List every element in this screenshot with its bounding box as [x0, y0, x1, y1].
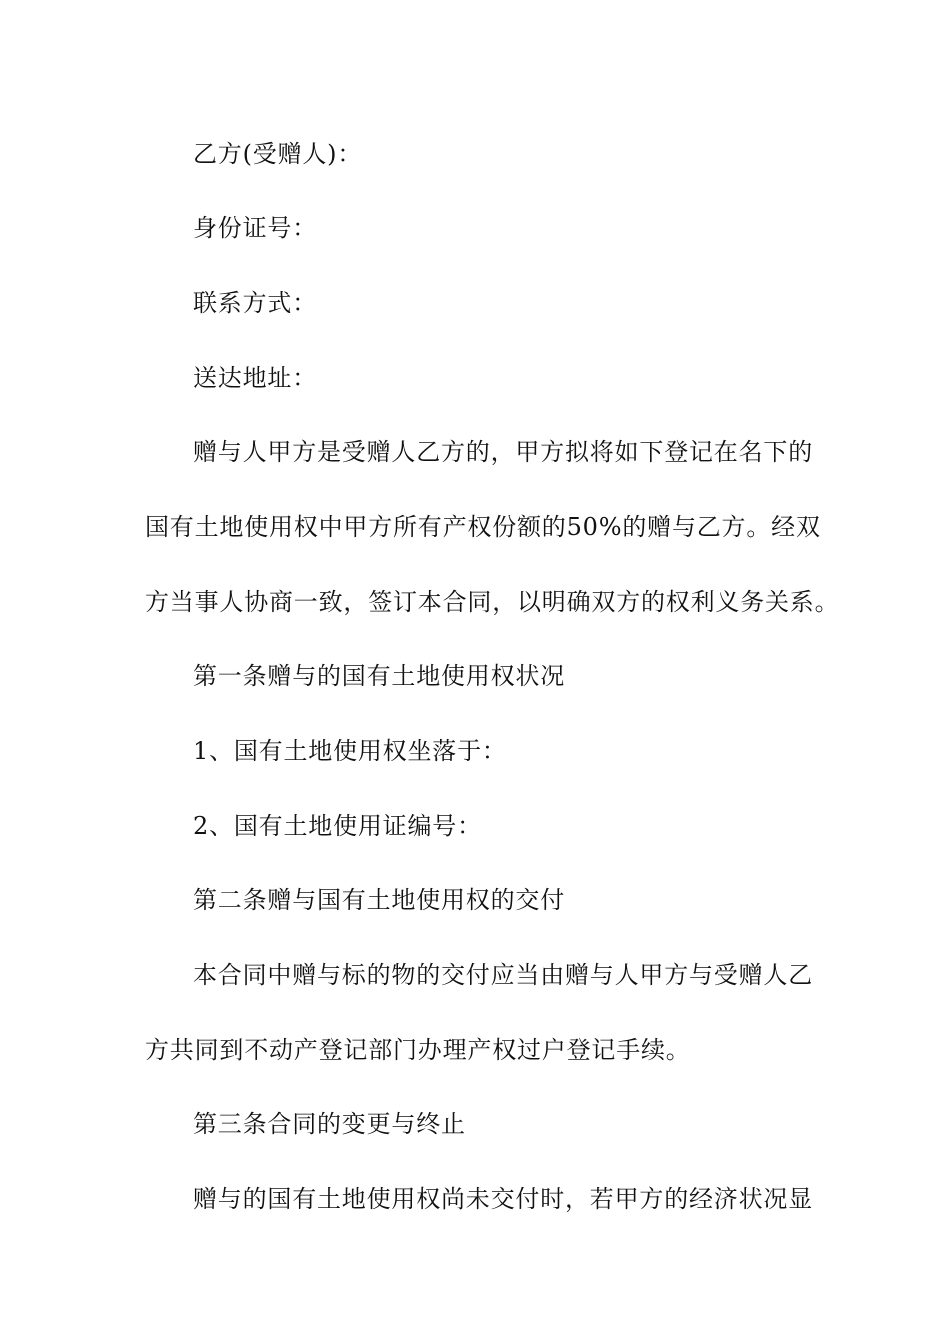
paragraph-line: 赠与的国有土地使用权尚未交付时，若甲方的经济状况显 [193, 1185, 813, 1213]
address-label: 送达地址： [193, 364, 317, 392]
paragraph-line: 方当事人协商一致，签订本合同，以明确双方的权利义务关系。 [145, 588, 840, 616]
paragraph-line: 国有土地使用权中甲方所有产权份额的50%的赠与乙方。经双 [145, 513, 821, 541]
list-item: 1、国有土地使用权坐落于： [193, 737, 507, 765]
party-b-label: 乙方(受赠人)： [193, 140, 363, 168]
list-item: 2、国有土地使用证编号： [193, 812, 482, 840]
paragraph-line: 本合同中赠与标的物的交付应当由赠与人甲方与受赠人乙 [193, 961, 813, 989]
contact-label: 联系方式： [193, 289, 317, 317]
article-heading: 第二条赠与国有土地使用权的交付 [193, 886, 565, 914]
article-heading: 第三条合同的变更与终止 [193, 1110, 466, 1138]
article-heading: 第一条赠与的国有土地使用权状况 [193, 662, 565, 690]
id-number-label: 身份证号： [193, 214, 317, 242]
paragraph-line: 方共同到不动产登记部门办理产权过户登记手续。 [145, 1036, 691, 1064]
paragraph-line: 赠与人甲方是受赠人乙方的，甲方拟将如下登记在名下的 [193, 438, 813, 466]
